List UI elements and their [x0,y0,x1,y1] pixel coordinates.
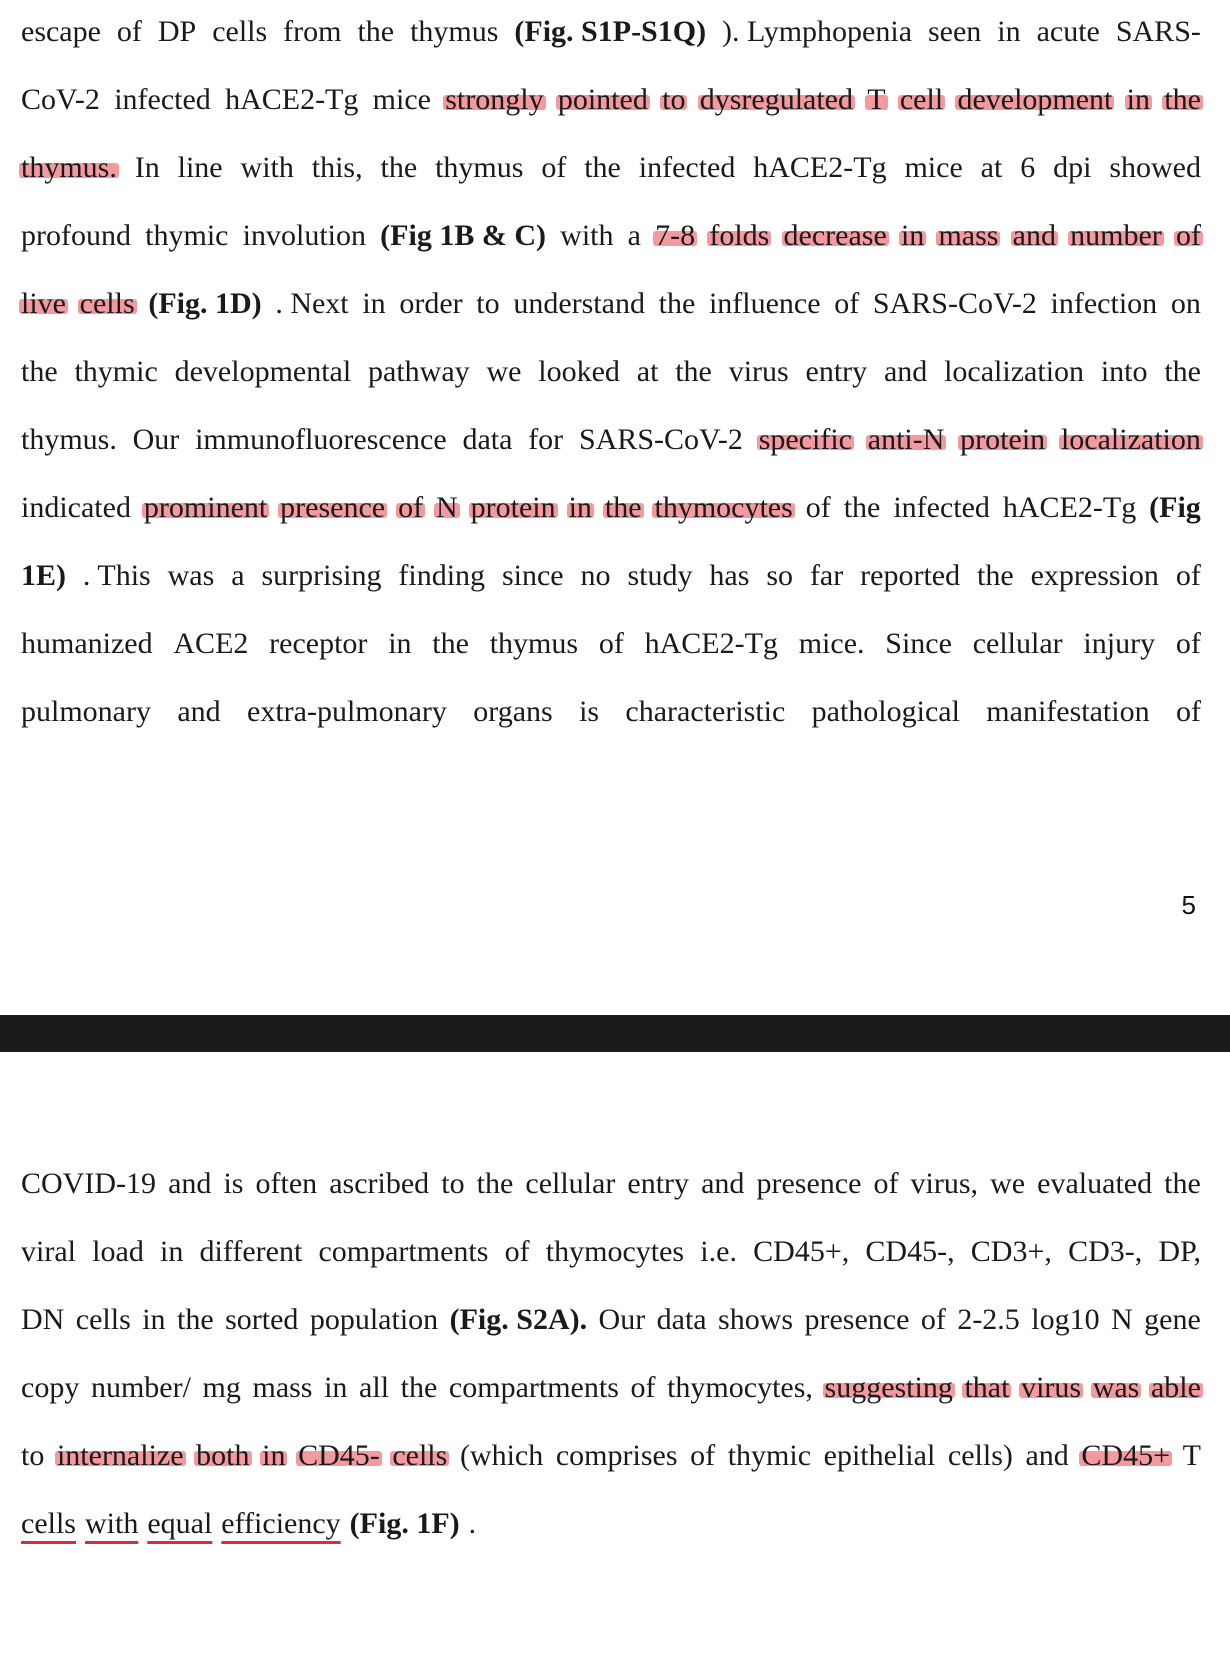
word: humanized [21,627,153,660]
word: gene [1144,1303,1201,1336]
word: DP [157,15,197,48]
highlighted-word: in [900,219,925,252]
word: i.e. [700,1235,737,1268]
word: in [362,287,386,320]
text-line [21,1234,1201,1270]
highlighted-word: thymocytes [654,491,793,524]
word: SARS-CoV-2 [872,287,1037,320]
underlined-word: cells [21,1507,76,1540]
text-line [21,694,1201,730]
word: SARS- [1115,15,1201,48]
word: in [324,1371,348,1404]
word: thymocytes, [667,1371,813,1404]
word: (Fig. S2A). [449,1303,588,1336]
word: hACE2-Tg [644,627,778,660]
word: the [843,491,881,524]
word: looked [538,355,620,388]
word: receptor [269,627,368,660]
highlighted-word: of [1175,219,1201,252]
highlighted-word: in [1126,83,1150,116]
word: acute [1036,15,1100,48]
highlighted-word: folds [709,219,770,252]
highlighted-word: suggesting [824,1371,953,1404]
word: the [21,355,58,388]
word: the [658,287,696,320]
word: copy [21,1371,80,1404]
word: data [462,423,513,456]
word: ACE2 [173,627,249,660]
word: . This [82,559,151,592]
word: entry [805,355,868,388]
word: mice [904,151,963,184]
word: all [359,1371,390,1404]
word: of [598,627,624,660]
text-line [21,558,1201,594]
highlighted-word: presence [280,491,386,524]
word: we [990,1167,1026,1200]
word: in [997,15,1021,48]
highlighted-word: protein [470,491,556,524]
word: infected [114,83,211,116]
word: at [636,355,659,388]
word: and [701,1167,745,1200]
word: shows [718,1303,794,1336]
word: of [116,15,142,48]
word: localization [944,355,1085,388]
word: data [656,1303,707,1336]
highlighted-word: CD45- [298,1439,380,1472]
word: to [441,1167,465,1200]
word: of [630,1371,656,1404]
word: the [357,15,395,48]
highlighted-word: the [1164,83,1201,116]
page-number: 5 [1181,890,1196,920]
text-line [21,490,1201,526]
word: thymic [74,355,158,388]
highlighted-word: the [604,491,642,524]
word: and [1025,1439,1069,1472]
word: a [231,559,245,592]
word: the [400,1371,438,1404]
word: the [977,559,1014,592]
text-line [21,1506,1201,1542]
word: virus, [910,1167,979,1200]
word: . Next [275,287,349,320]
word: Our [598,1303,646,1336]
word: ). Lymphopenia [722,15,913,48]
word: has [709,559,750,592]
highlighted-word: 7-8 [655,219,696,252]
highlighted-word: in [568,491,592,524]
word: presence [756,1167,862,1200]
underlined-word: efficiency [221,1507,341,1540]
word: in [388,627,412,660]
word: of [805,491,831,524]
word: Since [885,627,952,660]
word: cells) [947,1439,1013,1472]
word: comprises [555,1439,678,1472]
word: from [283,15,342,48]
highlighted-word: internalize [56,1439,184,1472]
word: (Fig. S1P-S1Q) [514,15,707,48]
word: dpi [1053,151,1092,184]
word: (Fig. 1D) [148,287,262,320]
word: and [168,1167,212,1200]
text-line [21,626,1201,662]
word: the [1164,1167,1201,1200]
highlighted-word: was [1092,1371,1140,1404]
word: (Fig [1149,491,1201,524]
word: the [675,355,712,388]
word: of [1175,559,1201,592]
word: escape [21,15,101,48]
highlighted-word: able [1150,1371,1201,1404]
highlighted-word: anti-N [867,423,945,456]
word: infected [893,491,990,524]
word: (which [459,1439,544,1472]
word: the [476,1167,514,1200]
word: thymus [435,151,524,184]
word: sorted [225,1303,299,1336]
word: thymic [727,1439,812,1472]
highlighted-word: CD45+ [1081,1439,1170,1472]
word: thymic [145,219,229,252]
word: 6 [1020,151,1036,184]
highlighted-word: prominent [143,491,268,524]
text-line [21,1166,1201,1202]
word: is [223,1167,244,1200]
word: characteristic [625,695,786,728]
word: manifestation [986,695,1150,728]
word: 2-2.5 [957,1303,1020,1336]
word: mice. [798,627,865,660]
word: involution [242,219,366,252]
highlighted-word: development [957,83,1113,116]
word: Our [132,423,180,456]
word: thymus [410,15,499,48]
word: understand [513,287,645,320]
highlighted-word: localization [1060,423,1201,456]
page-divider-bar [0,1015,1230,1052]
word: CD3-, [1068,1235,1143,1268]
word: pathological [811,695,960,728]
word: in [142,1303,166,1336]
word: this, [311,151,363,184]
highlighted-word: in [262,1439,286,1472]
word: of [541,151,567,184]
word: finding [398,559,486,592]
word: so [766,559,794,592]
word: CD45+, [753,1235,850,1268]
word: extra-pulmonary [247,695,447,728]
highlighted-word: N [436,491,458,524]
word: the [380,151,418,184]
word: infection [1050,287,1158,320]
word: hACE2-Tg [1002,491,1137,524]
word: a [627,219,641,252]
highlighted-word: live [21,287,66,320]
word: the [584,151,621,184]
word: DP, [1158,1235,1201,1268]
word: (Fig. 1F) [349,1507,460,1540]
word: population [309,1303,439,1336]
highlighted-word: both [196,1439,250,1472]
word: entry [627,1167,690,1200]
highlighted-word: protein [960,423,1046,456]
word: influence [708,287,821,320]
word: we [486,355,522,388]
word: CD45-, [865,1235,955,1268]
highlighted-word: T [867,83,886,116]
highlighted-word: cells [79,287,135,320]
highlighted-word: cell [899,83,944,116]
word: of [1175,627,1201,660]
word: COVID-19 [21,1167,156,1200]
word: with [560,219,614,252]
word: profound [21,219,131,252]
word: study [627,559,693,592]
highlighted-word: thymus. [21,151,117,184]
highlighted-word: pointed [557,83,648,116]
word: compartments [318,1235,489,1268]
word: In [134,151,160,184]
highlighted-word: specific [758,423,852,456]
word: far [809,559,844,592]
word: epithelial [823,1439,936,1472]
text-line [21,354,1201,390]
text-line [21,218,1201,254]
word: with [240,151,294,184]
word: cellular [525,1167,616,1200]
word: immunofluorescence [195,423,447,456]
word: the [176,1303,214,1336]
highlighted-word: to [662,83,686,116]
word: hACE2-Tg [225,83,359,116]
word: number/ [90,1371,191,1404]
word: T [1182,1439,1201,1472]
word: cellular [972,627,1063,660]
text-line [21,1438,1201,1474]
highlighted-word: strongly [445,83,544,116]
word: . [468,1507,477,1540]
word: infected [638,151,736,184]
word: is [579,695,600,728]
word: presence [804,1303,910,1336]
word: CoV-2 [21,83,100,116]
word: since [501,559,564,592]
text-line [21,150,1201,186]
word: was [167,559,215,592]
word: developmental [174,355,352,388]
text-line [21,14,1201,50]
word: cells [75,1303,131,1336]
word: DN [21,1303,65,1336]
highlighted-word: that [964,1371,1010,1404]
text-line [21,286,1201,322]
word: pulmonary [21,695,151,728]
word: mass [252,1371,313,1404]
word: into [1100,355,1148,388]
word: and [883,355,928,388]
word: load [92,1235,144,1268]
word: of [690,1439,716,1472]
word: pathway [368,355,470,388]
word: hACE2-Tg [753,151,887,184]
highlighted-word: dysregulated [699,83,853,116]
word: line [177,151,223,184]
word: virus [728,355,789,388]
word: compartments [448,1371,619,1404]
word: expression [1030,559,1159,592]
text-line [21,1302,1201,1338]
word: reported [860,559,961,592]
word: to [476,287,500,320]
word: seen [927,15,982,48]
word: no [580,559,611,592]
word: surprising [261,559,382,592]
word: thymus [489,627,579,660]
word: order [399,287,463,320]
highlighted-word: mass [938,219,999,252]
word: indicated [21,491,131,524]
word: mg [202,1371,241,1404]
word: on [1170,287,1201,320]
highlighted-word: number [1070,219,1162,252]
word: the [432,627,469,660]
word: injury [1083,627,1156,660]
highlighted-word: cells [392,1439,448,1472]
highlighted-word: and [1012,219,1056,252]
word: often [255,1167,318,1200]
text-line [21,1370,1201,1406]
word: 1E) [21,559,66,592]
word: showed [1109,151,1201,184]
word: in [160,1235,184,1268]
word: of [920,1303,946,1336]
highlighted-word: of [398,491,424,524]
text-line [21,82,1201,118]
word: CD3+, [970,1235,1052,1268]
word: of [834,287,860,320]
text-line [21,422,1201,458]
word: of [504,1235,530,1268]
highlighted-word: decrease [783,219,887,252]
word: ascribed [329,1167,430,1200]
underlined-word: equal [147,1507,213,1540]
word: mice [372,83,431,116]
word: N [1111,1303,1133,1336]
word: to [21,1439,45,1472]
word: different [199,1235,303,1268]
word: of [873,1167,899,1200]
word: log10 [1031,1303,1100,1336]
word: cells [212,15,268,48]
word: SARS-CoV-2 [578,423,743,456]
word: organs [473,695,553,728]
word: of [1175,695,1201,728]
word: evaluated [1037,1167,1153,1200]
word: viral [21,1235,76,1268]
word: thymocytes [545,1235,685,1268]
underlined-word: with [84,1507,139,1540]
word: for [528,423,564,456]
page-bottom [0,1052,1230,1662]
word: and [177,695,221,728]
word: thymus. [21,423,117,456]
highlighted-word: virus [1021,1371,1082,1404]
word: at [980,151,1003,184]
word: the [1164,355,1201,388]
word: (Fig 1B & C) [380,219,546,252]
